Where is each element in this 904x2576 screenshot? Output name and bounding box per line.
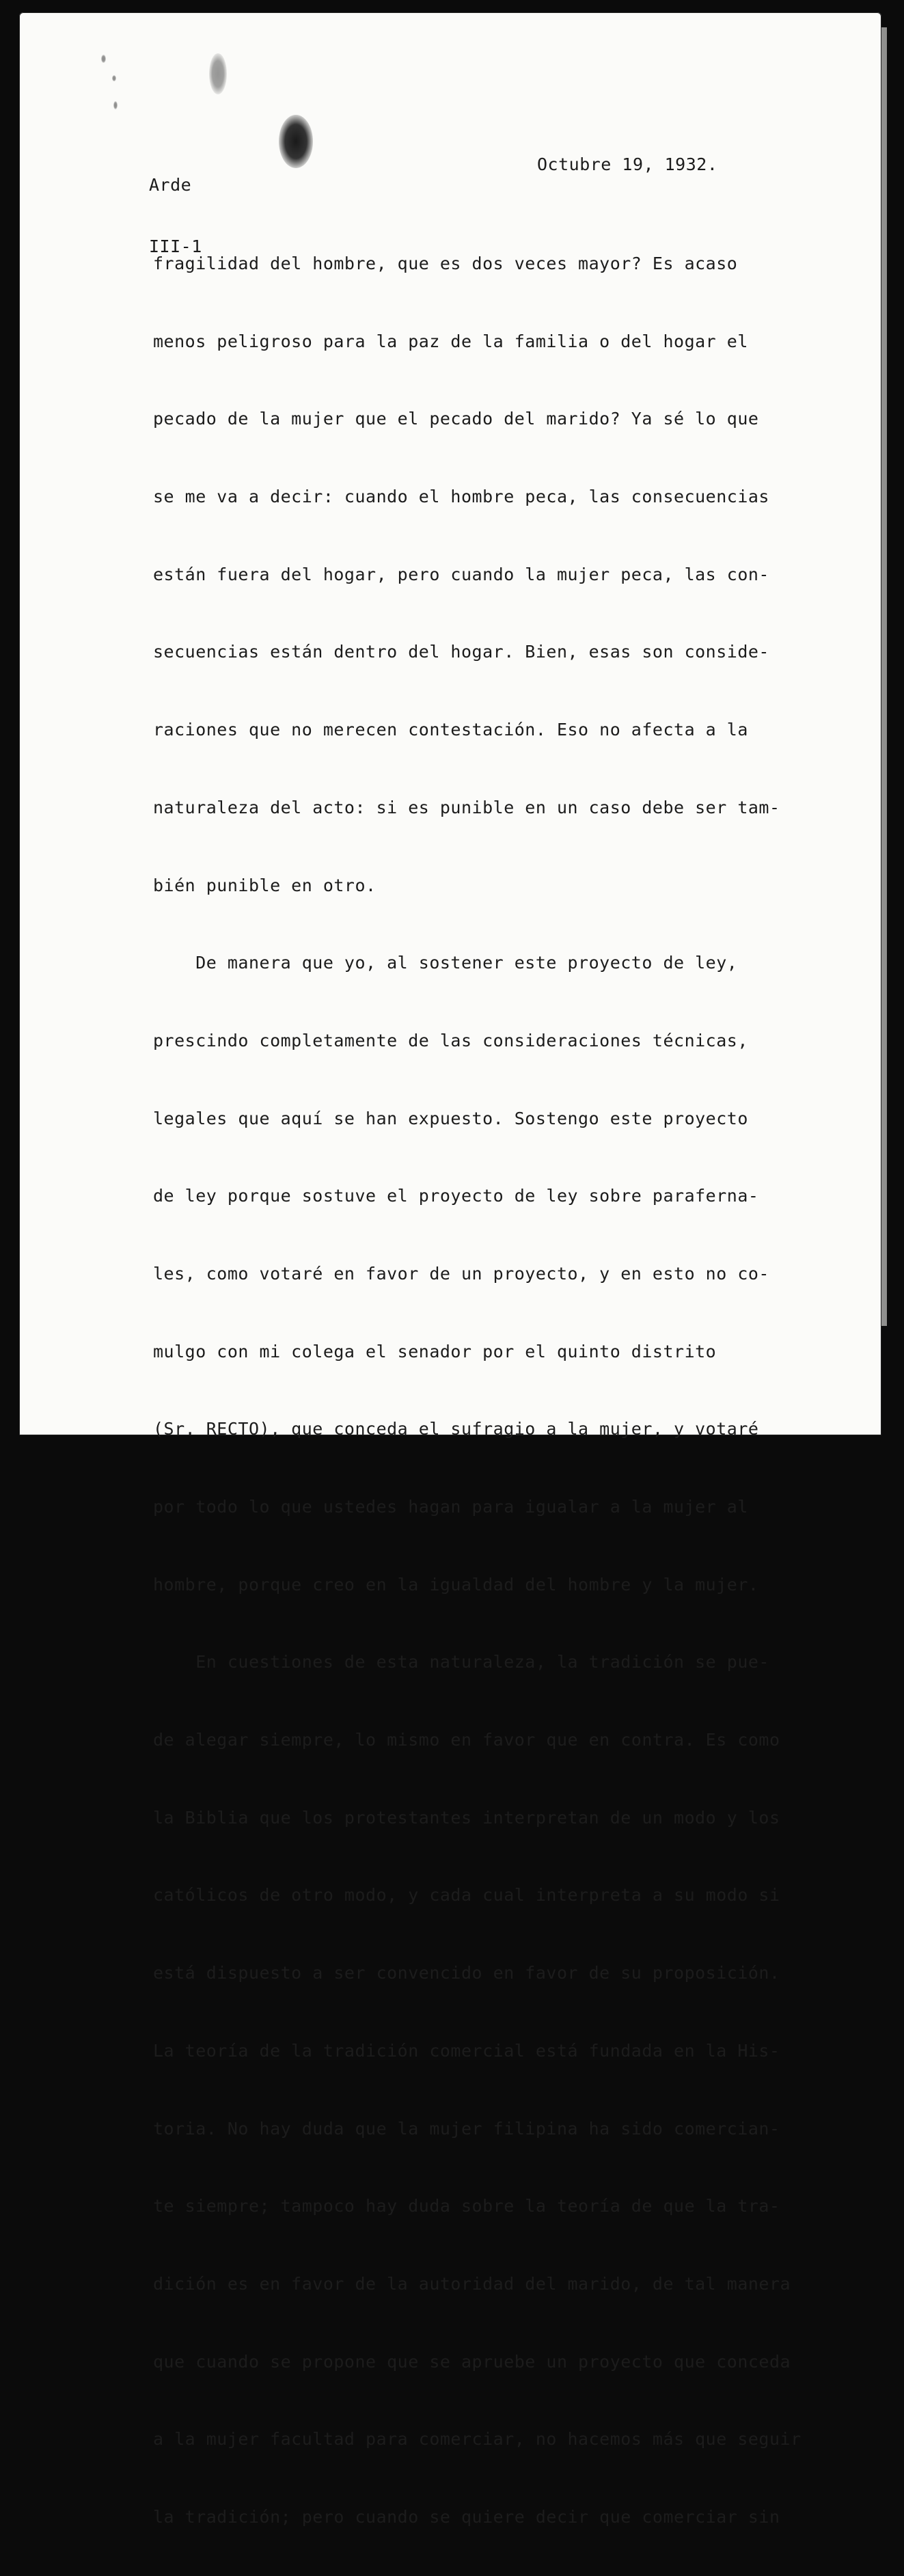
text-line: están fuera del hogar, pero cuando la mujer peca, las con- [153, 564, 769, 584]
ink-blot [279, 115, 313, 168]
text-line: pecado de la mujer que el pecado del marido? Ya sé lo que [153, 409, 759, 429]
ink-smudge [209, 53, 227, 94]
text-line: les, como votaré en favor de un proyecto, y en esto no co- [153, 1263, 769, 1284]
text-line: de ley porque sostuve el proyecto de ley sobre paraferna- [153, 1186, 759, 1206]
text-line: naturaleza del acto: si es punible en un caso debe ser tam- [153, 797, 780, 817]
text-line: menos peligroso para la paz de la familia o del hogar el [153, 331, 748, 351]
text-line: hombre, porque creo en la igualdad del hombre y la mujer. [153, 1574, 759, 1595]
text-line: La teoría de la tradición comercial está fundada en la His- [153, 2040, 780, 2061]
text-line: raciones que no merecen contestación. Eso no afecta a la [153, 720, 748, 740]
text-line: te siempre; tampoco hay duda sobre la teoría de que la tra- [153, 2196, 780, 2216]
text-line: por todo lo que ustedes hagan para igualar a la mujer al [153, 1497, 748, 1517]
text-line: En cuestiones de esta naturaleza, la tradición se pue- [153, 1652, 769, 1672]
text-line: (Sr. RECTO), que conceda el sufragio a la mujer, y votaré [153, 1419, 759, 1439]
text-line: la Biblia que los protestantes interpretan de un modo y los [153, 1807, 780, 1828]
text-line: prescindo completamente de las consideraciones técnicas, [153, 1030, 748, 1050]
page-edge [881, 27, 887, 1326]
text-line: legales que aquí se han expuesto. Sostengo este proyecto [153, 1108, 748, 1128]
reference-line-1: Arde [149, 175, 192, 195]
text-line: dición es en favor de la autoridad del marido, de tal manera [153, 2273, 791, 2294]
text-line: está dispuesto a ser convencido en favor de su proposición. [153, 1963, 780, 1983]
text-line: mulgo con mi colega el senador por el quinto distrito [153, 1341, 717, 1361]
document-date: Octubre 19, 1932. [537, 154, 718, 174]
text-line: que cuando se propone que se apruebe un proyecto que conceda [153, 2351, 791, 2372]
text-line: secuencias están dentro del hogar. Bien, esas son conside- [153, 642, 769, 662]
ink-speck [101, 55, 106, 63]
reference-line-2: III-1 [149, 236, 202, 256]
ink-speck [112, 75, 116, 81]
ink-speck [113, 101, 118, 109]
text-line: de alegar siempre, lo mismo en favor que en contra. Es como [153, 1730, 780, 1750]
text-line: la tradición; pero cuando se quiere decir que comerciar sin [153, 2506, 780, 2527]
text-line: bién punible en otro. [153, 875, 376, 895]
text-line: De manera que yo, al sostener este proyecto de ley, [153, 953, 738, 973]
text-line: a la mujer facultad para comerciar, no hacemos más que seguir [153, 2429, 802, 2450]
text-line: se me va a decir: cuando el hombre peca, las consecuencias [153, 487, 769, 507]
typewritten-page [19, 12, 881, 2527]
body-text [153, 205, 843, 2576]
text-line: católicos de otro modo, y cada cual interpreta a su modo si [153, 1885, 780, 1906]
text-line: toria. No hay duda que la mujer filipina ha sido comercian- [153, 2118, 780, 2139]
text-line: fragilidad del hombre, que es dos veces mayor? Es acaso [153, 254, 738, 273]
